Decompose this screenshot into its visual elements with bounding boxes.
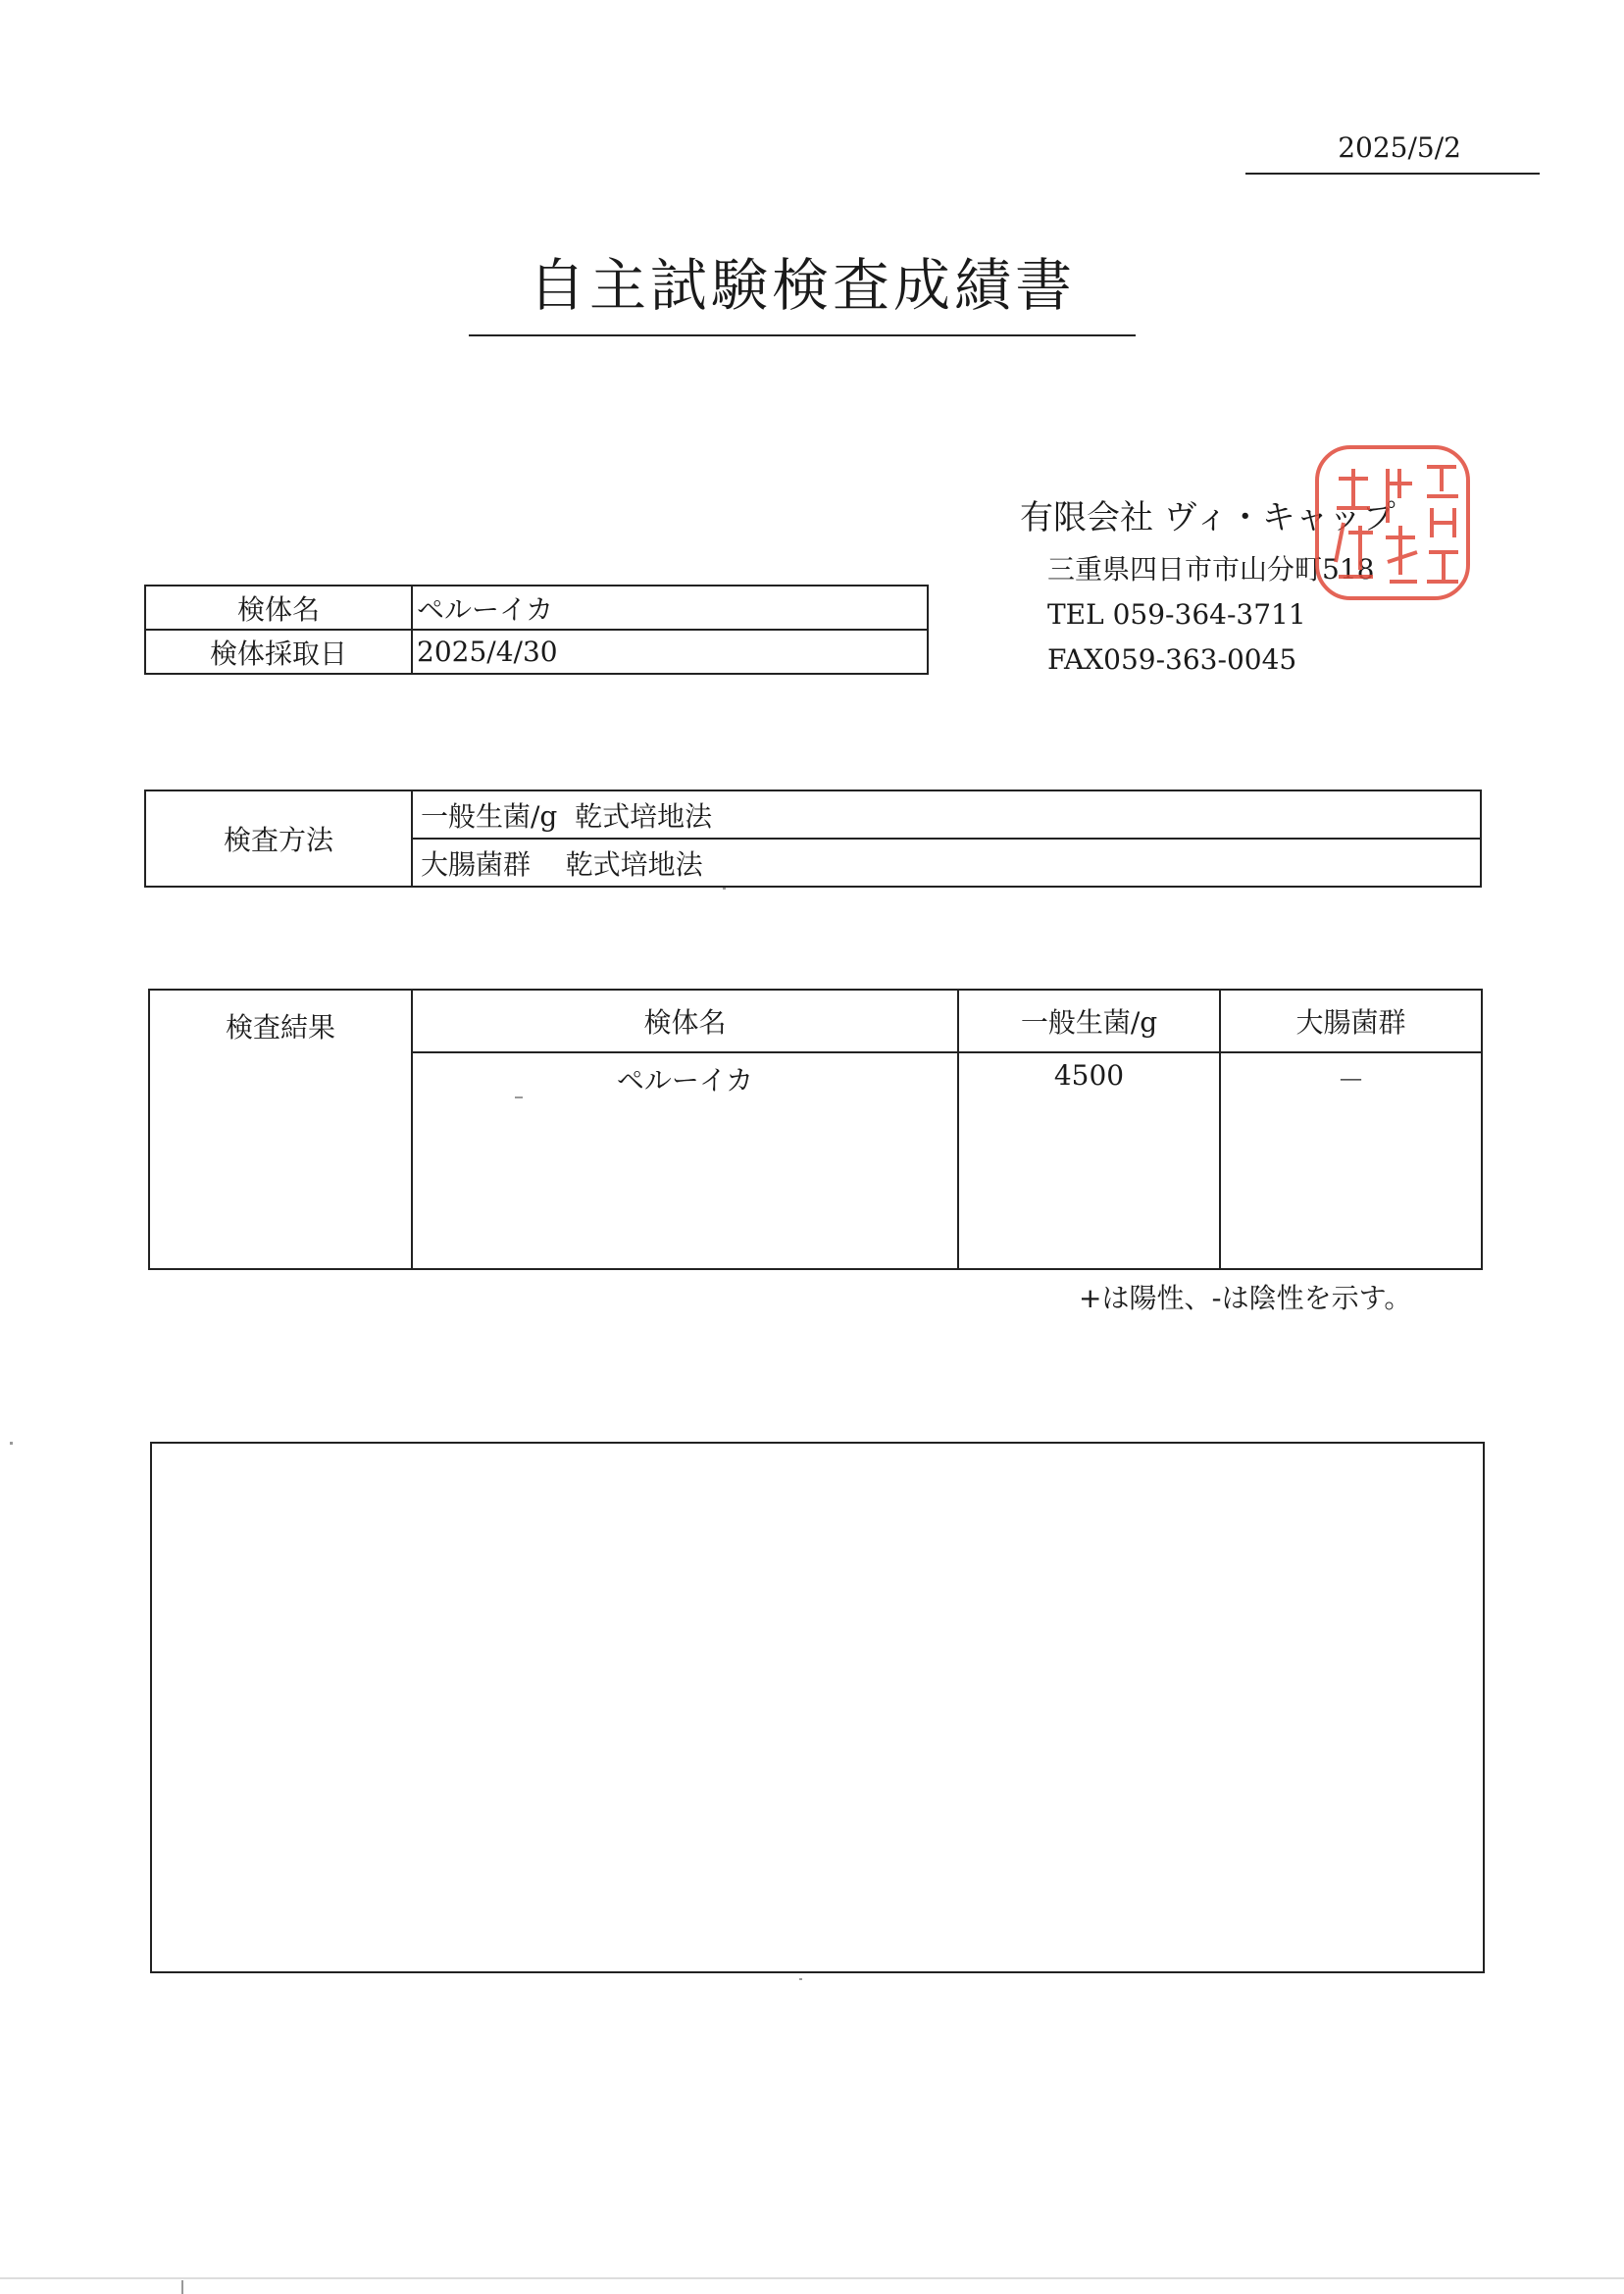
company-address: 三重県四日市市山分町518 bbox=[1047, 553, 1375, 586]
company-tel: TEL 059-364-3711 bbox=[1047, 598, 1306, 631]
sampling-date-value: 2025/4/30 bbox=[412, 630, 928, 674]
company-fax: FAX059-363-0045 bbox=[1047, 643, 1297, 676]
sample-name-label: 検体名 bbox=[145, 586, 412, 630]
header-coliform: 大腸菌群 bbox=[1220, 990, 1482, 1052]
result-general-bacteria: 4500 bbox=[958, 1052, 1220, 1269]
header-sample-name: 検体名 bbox=[412, 990, 958, 1052]
header-general-bacteria: 一般生菌/g bbox=[958, 990, 1220, 1052]
company-name: 有限会社 ヴィ・キャップ bbox=[1020, 498, 1396, 537]
result-coliform: － bbox=[1220, 1052, 1482, 1269]
test-method-row-1: 一般生菌/g 乾式培地法 bbox=[412, 790, 1481, 839]
date-text: 2025/5/2 bbox=[1338, 131, 1461, 164]
result-sample-name: ペルーイカ bbox=[412, 1052, 958, 1269]
document-title-text: 自主試験検査成績書 bbox=[528, 252, 1076, 319]
test-results-label: 検査結果 bbox=[149, 990, 412, 1269]
test-method-row-2: 大腸菌群 乾式培地法 bbox=[412, 839, 1481, 887]
sample-name-value: ペルーイカ bbox=[412, 586, 928, 630]
result-legend-note: +は陽性、-は陰性を示す。 bbox=[1079, 1282, 1412, 1314]
test-method-label: 検査方法 bbox=[145, 790, 412, 887]
sampling-date-label: 検体採取日 bbox=[145, 630, 412, 674]
